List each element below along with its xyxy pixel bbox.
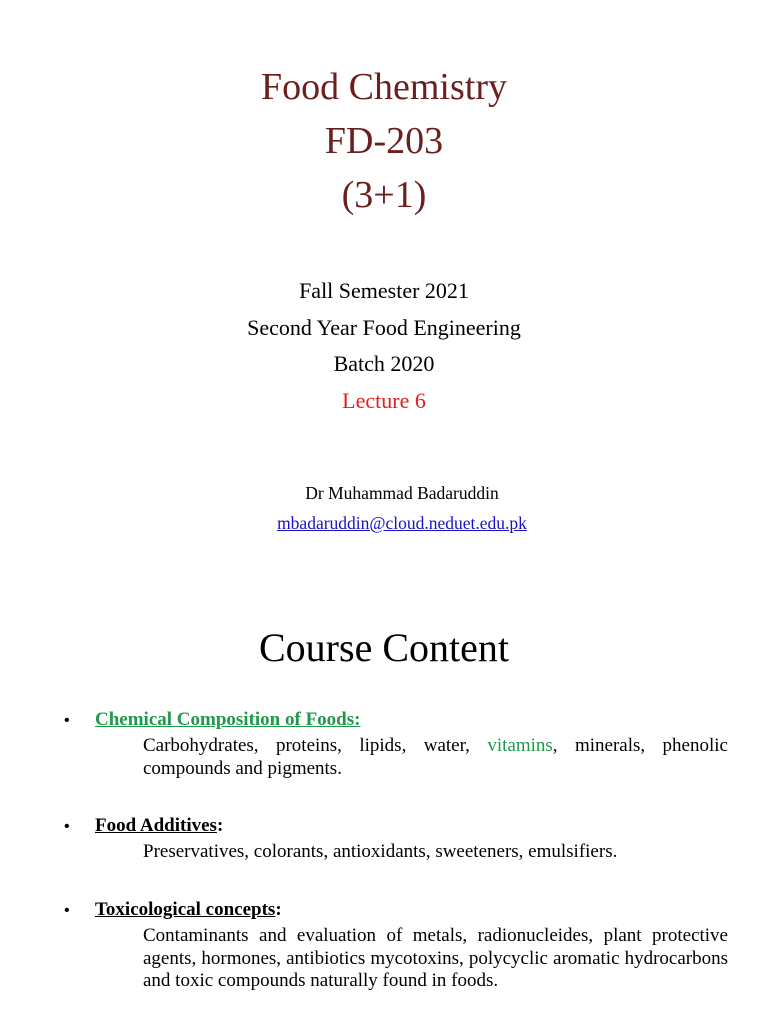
section-heading: Food Additives <box>95 815 217 836</box>
semester-text: Fall Semester 2021 <box>299 278 469 303</box>
course-info <box>0 273 768 419</box>
title-line-course-code: FD-203 <box>324 120 444 162</box>
course-title <box>0 60 768 222</box>
section-heading: Toxicological concepts <box>95 899 276 920</box>
title-line-course-name: Food Chemistry <box>261 66 507 108</box>
section-toxicological-concepts: • Toxicological concepts: Contaminants and evaluation of metals, radionucleides, plant protective agents, hormones, antibiotics mycotoxins, polycyclic aromatic hydrocarbons and toxic compounds naturally found in foods. <box>64 899 728 991</box>
lecture-number: Lecture 6 <box>342 387 426 413</box>
section-heading: Chemical Composition of Foods: <box>95 709 361 730</box>
author-email-link[interactable]: mbadaruddin@cloud.neduet.edu.pk <box>277 513 527 533</box>
section-body: Preservatives, colorants, antioxidants, sweeteners, emulsifiers. <box>143 841 618 862</box>
bullet-icon: • <box>64 712 70 729</box>
batch-text: Batch 2020 <box>333 351 435 376</box>
bullet-icon: • <box>64 818 70 835</box>
vitamins-highlight: vitamins <box>487 735 553 756</box>
author-block <box>0 478 768 538</box>
course-content-slide <box>0 598 768 1024</box>
title-line-credit-hours: (3+1) <box>341 174 427 216</box>
author-name: Dr Muhammad Badaruddin <box>305 483 499 503</box>
section-food-additives: • Food Additives: Preservatives, colorants, antioxidants, sweeteners, emulsifiers. <box>64 814 728 864</box>
section-body: Carbohydrates, proteins, lipids, water, vitamins, minerals, phenolic compounds and pigments. <box>143 735 728 779</box>
bullet-icon: • <box>64 902 70 919</box>
section-chemical-composition <box>64 708 728 780</box>
section-body: Contaminants and evaluation of metals, radionucleides, plant protective agents, hormones, antibiotics mycotoxins, polycyclic aromatic hydrocarbons and toxic compounds naturally found in foods. <box>143 925 728 991</box>
course-content-heading: Course Content <box>259 625 509 670</box>
program-text: Second Year Food Engineering <box>247 314 521 340</box>
